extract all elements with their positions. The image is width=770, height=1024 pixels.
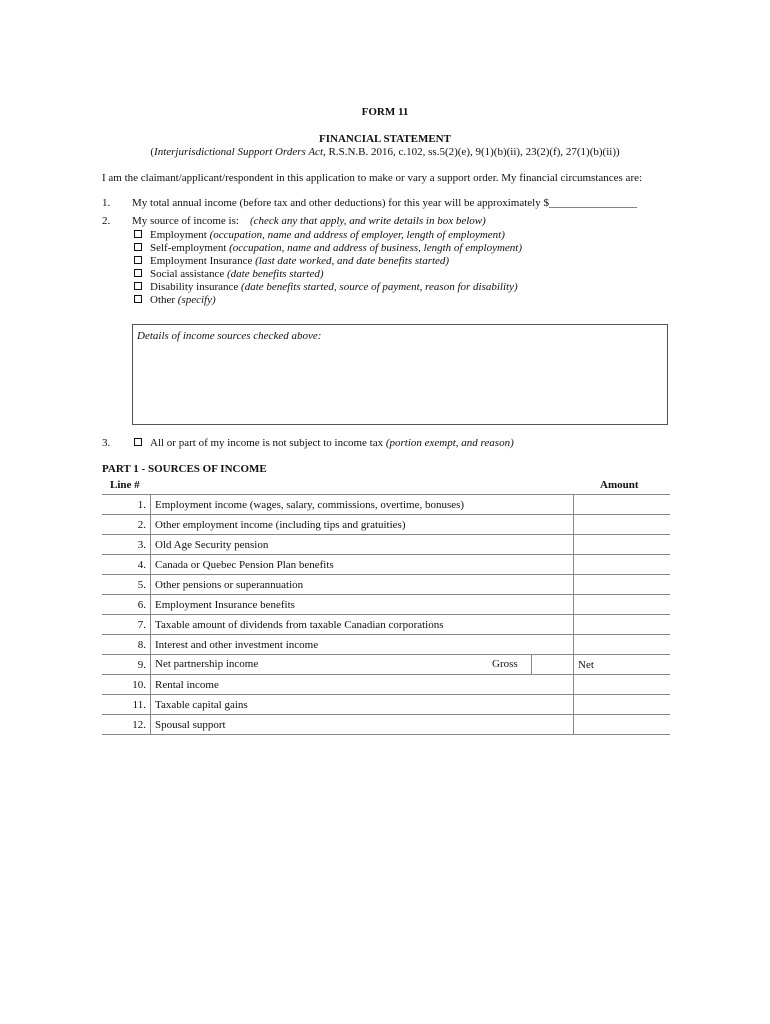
income-line-description: Net partnership income xyxy=(155,658,259,670)
income-line-description-cell xyxy=(151,495,574,515)
income-line-number: 5. xyxy=(102,575,151,595)
income-amount-field[interactable] xyxy=(574,555,671,575)
income-line-description: Spousal support xyxy=(155,718,226,731)
income-source-option xyxy=(134,255,449,268)
form-title: FINANCIAL STATEMENT xyxy=(319,133,451,145)
income-amount-field[interactable] xyxy=(574,535,671,555)
income-line-description-cell xyxy=(151,595,574,615)
part1-heading: PART 1 - SOURCES OF INCOME xyxy=(102,463,267,475)
income-source-option-note: (last date worked, and date benefits started) xyxy=(255,255,450,267)
income-source-option-note: (occupation, name and address of employer, length of employment) xyxy=(209,229,505,241)
income-amount-field[interactable] xyxy=(574,615,671,635)
amount-header: Amount xyxy=(600,479,639,491)
item3-number: 3. xyxy=(102,437,111,449)
income-row xyxy=(102,595,670,615)
income-source-label: My source of income is: xyxy=(132,215,239,227)
income-source-option-note: (occupation, name and address of business, length of employment) xyxy=(229,242,523,254)
income-source-option-label: Employment xyxy=(150,229,207,241)
income-amount-field[interactable] xyxy=(574,675,671,695)
income-source-option-label: Other xyxy=(150,294,176,306)
gross-label: Gross xyxy=(492,658,518,670)
income-line-number: 10. xyxy=(102,675,151,695)
income-source-checkbox[interactable] xyxy=(134,243,142,251)
income-line-description-cell xyxy=(151,715,574,735)
income-source-option-label: Self-employment xyxy=(150,242,227,254)
tax-exempt-label: All or part of my income is not subject to income tax xyxy=(150,437,384,449)
income-source-checkbox[interactable] xyxy=(134,282,142,290)
income-line-number: 7. xyxy=(102,615,151,635)
tax-exempt-option xyxy=(134,437,514,449)
income-line-description-cell xyxy=(151,635,574,655)
income-source-checkbox[interactable] xyxy=(134,256,142,264)
tax-exempt-note: (portion exempt, and reason) xyxy=(385,437,514,449)
income-source-question xyxy=(132,215,486,227)
income-row xyxy=(102,555,670,575)
income-line-description: Other pensions or superannuation xyxy=(155,578,304,591)
income-source-checkbox[interactable] xyxy=(134,269,142,277)
income-line-description: Rental income xyxy=(155,678,219,691)
income-line-number: 2. xyxy=(102,515,151,535)
income-amount-field[interactable] xyxy=(574,655,671,675)
income-line-number: 1. xyxy=(102,495,151,515)
income-line-number: 8. xyxy=(102,635,151,655)
income-row xyxy=(102,635,670,655)
income-row xyxy=(102,575,670,595)
income-line-description-cell xyxy=(151,655,574,675)
income-row xyxy=(102,495,670,515)
income-line-description-cell xyxy=(151,555,574,575)
income-line-description: Employment income (wages, salary, commissions, overtime, bonuses) xyxy=(155,498,465,511)
income-amount-field[interactable] xyxy=(574,575,671,595)
details-label: Details of income sources checked above: xyxy=(137,330,322,342)
income-amount-field[interactable] xyxy=(574,595,671,615)
income-line-number: 11. xyxy=(102,695,151,715)
income-source-option xyxy=(134,242,522,255)
tax-exempt-checkbox[interactable] xyxy=(134,438,142,446)
income-line-description: Old Age Security pension xyxy=(155,538,269,551)
income-line-description-cell xyxy=(151,575,574,595)
income-source-option xyxy=(134,268,324,281)
income-line-number: 4. xyxy=(102,555,151,575)
annual-income-field[interactable]: My total annual income (before tax and other deductions) for this year will be approximately $________________ xyxy=(132,197,637,209)
income-line-description-cell xyxy=(151,535,574,555)
income-line-description-cell xyxy=(151,695,574,715)
income-source-option-label: Social assistance xyxy=(150,268,225,280)
income-line-description: Taxable capital gains xyxy=(155,698,248,711)
income-source-option-label: Employment Insurance xyxy=(150,255,253,267)
income-row xyxy=(102,615,670,635)
income-row xyxy=(102,655,670,675)
income-source-instructions: (check any that apply, and write details in box below) xyxy=(249,215,486,227)
income-row xyxy=(102,515,670,535)
income-amount-field[interactable] xyxy=(574,695,671,715)
income-source-option-note: (date benefits started, source of payment, reason for disability) xyxy=(241,281,518,293)
income-source-option xyxy=(134,229,505,242)
income-line-description-cell xyxy=(151,675,574,695)
item1-number: 1. xyxy=(102,197,111,209)
act-name: Interjurisdictional Support Orders Act xyxy=(154,146,324,158)
income-source-option-note: (specify) xyxy=(177,294,216,306)
income-source-option-note: (date benefits started) xyxy=(226,268,324,280)
subtitle-open: ( xyxy=(150,146,155,158)
item2-number: 2. xyxy=(102,215,111,227)
line-number-header: Line # xyxy=(110,479,140,491)
income-source-checkbox[interactable] xyxy=(134,230,142,238)
intro-statement: I am the claimant/applicant/respondent in this application to make or vary a support order. My financial circumstances are: xyxy=(102,172,643,184)
income-line-number: 9. xyxy=(102,655,151,675)
income-row xyxy=(102,675,670,695)
net-label: Net xyxy=(578,658,594,671)
income-row xyxy=(102,535,670,555)
income-line-description-cell xyxy=(151,515,574,535)
income-details-box[interactable] xyxy=(132,324,668,425)
income-amount-field[interactable] xyxy=(574,495,671,515)
income-line-description-cell xyxy=(151,615,574,635)
income-line-description: Taxable amount of dividends from taxable Canadian corporations xyxy=(155,618,444,631)
income-source-option-label: Disability insurance xyxy=(150,281,239,293)
gross-amount-field[interactable] xyxy=(531,654,578,674)
income-amount-field[interactable] xyxy=(574,715,671,735)
income-row xyxy=(102,715,670,735)
income-line-description: Interest and other investment income xyxy=(155,638,319,651)
income-amount-field[interactable] xyxy=(574,635,671,655)
income-table xyxy=(102,494,670,735)
income-line-description: Canada or Quebec Pension Plan benefits xyxy=(155,558,334,571)
income-line-number: 12. xyxy=(102,715,151,735)
income-line-description: Other employment income (including tips and gratuities) xyxy=(155,518,406,531)
form-subtitle xyxy=(0,146,770,158)
act-citation: , R.S.N.B. 2016, c.102, ss.5(2)(e), 9(1)(b)(ii), 23(2)(f), 27(1)(b)(ii)) xyxy=(323,146,620,158)
income-line-number: 3. xyxy=(102,535,151,555)
income-source-checkbox[interactable] xyxy=(134,295,142,303)
income-source-option xyxy=(134,281,518,294)
income-source-option xyxy=(134,294,216,307)
income-amount-field[interactable] xyxy=(574,515,671,535)
form-number: FORM 11 xyxy=(361,106,409,118)
income-line-description: Employment Insurance benefits xyxy=(155,598,295,611)
income-line-number: 6. xyxy=(102,595,151,615)
income-row xyxy=(102,695,670,715)
